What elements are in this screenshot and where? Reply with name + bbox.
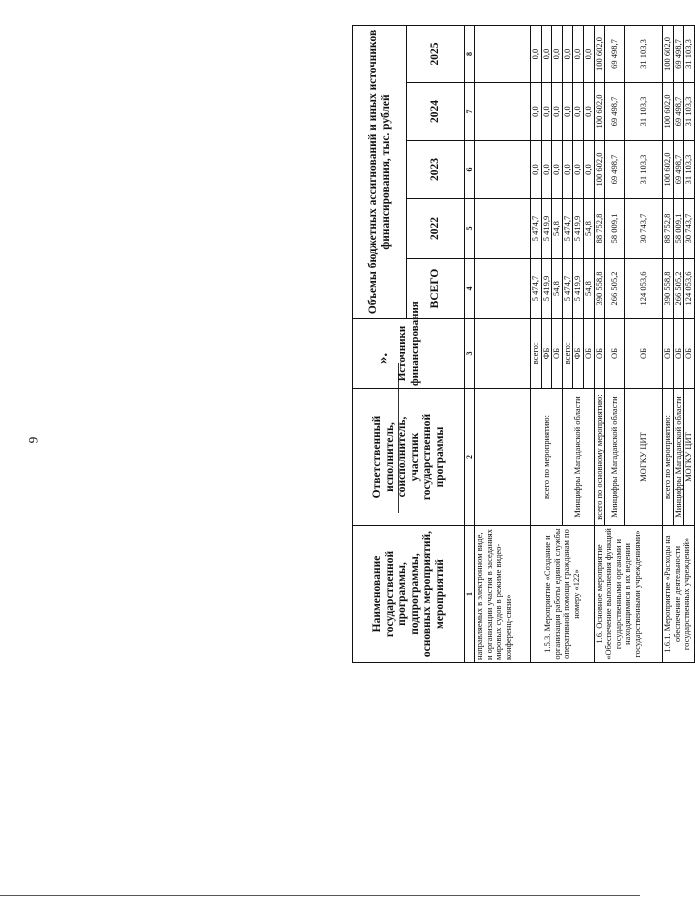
value-cell: 31 103,3 — [625, 141, 663, 199]
column-number: 6 — [465, 141, 475, 199]
value-cell: 0,0 — [573, 83, 584, 141]
value-cell: 0,0 — [531, 141, 542, 199]
value-cell: 5 474,7 — [562, 199, 573, 259]
value-cell: 54,8 — [552, 199, 563, 259]
value-cell: 88 752,8 — [594, 199, 605, 259]
value-cell: 0,0 — [562, 25, 573, 82]
header-name: Наименование государственной программы, подпрограммы, основных мероприятий, мероприятий — [353, 526, 465, 663]
source-cell: ОБ — [673, 319, 684, 389]
value-cell: 124 053,6 — [684, 259, 695, 319]
rotated-table-container — [352, 26, 694, 663]
empty-cell — [475, 25, 531, 82]
value-cell: 0,0 — [583, 141, 594, 199]
row-name: 1.6.1. Мероприятие «Расходы на обеспечение деятельности государственных учреждений» — [663, 526, 695, 663]
row-name: направляемых в электронном виде, и организации участия в заседаниях мировых судов в режиме видео-конференц-связи» — [475, 526, 531, 663]
value-cell: 100 602,0 — [663, 83, 674, 141]
value-cell: 5 419,9 — [541, 259, 552, 319]
header-year: 2023 — [407, 141, 465, 199]
value-cell: 5 419,9 — [573, 199, 584, 259]
value-cell: 100 602,0 — [594, 83, 605, 141]
value-cell: 69 498,7 — [673, 25, 684, 82]
empty-cell — [475, 319, 531, 389]
column-number: 2 — [465, 389, 475, 526]
value-cell: 266 505,2 — [673, 259, 684, 319]
value-cell: 266 505,2 — [605, 259, 625, 319]
header-responsible: Ответственный исполнитель, соисполнитель, участник государственной программы — [353, 389, 465, 526]
value-cell: 58 009,1 — [605, 199, 625, 259]
value-cell: 54,8 — [583, 259, 594, 319]
value-cell: 0,0 — [573, 141, 584, 199]
responsible-cell: МОГКУ ЦИТ — [684, 389, 695, 526]
source-cell: всего: — [562, 319, 573, 389]
responsible-cell: Минцифры Магаданской области — [605, 389, 625, 526]
source-cell: ОБ — [552, 319, 563, 389]
column-number: 1 — [465, 526, 475, 663]
value-cell: 390 558,8 — [663, 259, 674, 319]
source-cell: ОБ — [594, 319, 605, 389]
value-cell: 0,0 — [552, 25, 563, 82]
value-cell: 0,0 — [531, 83, 542, 141]
value-cell: 5 419,9 — [573, 259, 584, 319]
value-cell: 31 103,3 — [684, 83, 695, 141]
column-number: 8 — [465, 25, 475, 82]
closing-quote: ». — [375, 352, 392, 365]
header-year: 2025 — [407, 25, 465, 82]
value-cell: 5 419,9 — [541, 199, 552, 259]
value-cell: 69 498,7 — [605, 25, 625, 82]
empty-cell — [475, 141, 531, 199]
value-cell: 30 743,7 — [684, 199, 695, 259]
value-cell: 88 752,8 — [663, 199, 674, 259]
value-cell: 31 103,3 — [625, 25, 663, 82]
value-cell: 54,8 — [583, 199, 594, 259]
source-cell: ФБ — [573, 319, 584, 389]
financing-table — [352, 25, 695, 663]
responsible-cell: всего по мероприятию: — [663, 389, 674, 526]
empty-cell — [475, 83, 531, 141]
column-number: 7 — [465, 83, 475, 141]
responsible-cell: всего по мероприятию: — [531, 389, 563, 526]
value-cell: 0,0 — [531, 25, 542, 82]
value-cell: 69 498,7 — [673, 141, 684, 199]
column-number: 3 — [465, 319, 475, 389]
page-number: 9 — [25, 436, 41, 444]
row-name: 1.6. Основное мероприятие «Обеспечение выполнения функций государственными органами и находящимися в их ведении государственными учреждениями» — [594, 526, 663, 663]
header-total: ВСЕГО — [407, 259, 465, 319]
responsible-cell: всего по основному мероприятию: — [594, 389, 605, 526]
value-cell: 0,0 — [541, 83, 552, 141]
table-row — [475, 25, 531, 662]
value-cell: 100 602,0 — [663, 141, 674, 199]
source-cell: ОБ — [605, 319, 625, 389]
value-cell: 100 602,0 — [594, 141, 605, 199]
value-cell: 31 103,3 — [684, 141, 695, 199]
value-cell: 124 053,6 — [625, 259, 663, 319]
value-cell: 69 498,7 — [605, 141, 625, 199]
responsible-cell: Минцифры Магаданской области — [562, 389, 594, 526]
value-cell: 5 474,7 — [531, 259, 542, 319]
empty-cell — [475, 199, 531, 259]
value-cell: 0,0 — [552, 141, 563, 199]
table-row — [663, 25, 674, 662]
header-source: Источники финансирования — [353, 319, 465, 389]
value-cell: 100 602,0 — [594, 25, 605, 82]
value-cell: 69 498,7 — [605, 83, 625, 141]
header-volume: Объемы бюджетных ассигнований и иных источников финансирования, тыс. рублей — [353, 25, 407, 318]
source-cell: всего: — [531, 319, 542, 389]
value-cell: 0,0 — [573, 25, 584, 82]
responsible-cell: МОГКУ ЦИТ — [625, 389, 663, 526]
source-cell: ОБ — [663, 319, 674, 389]
column-number: 4 — [465, 259, 475, 319]
table-row — [594, 25, 605, 662]
value-cell: 5 474,7 — [531, 199, 542, 259]
source-cell: ОБ — [684, 319, 695, 389]
value-cell: 31 103,3 — [625, 83, 663, 141]
source-cell: ФБ — [541, 319, 552, 389]
value-cell: 30 743,7 — [625, 199, 663, 259]
value-cell: 69 498,7 — [673, 83, 684, 141]
value-cell: 31 103,3 — [684, 25, 695, 82]
row-name: 1.5.3. Мероприятие «Создание и организация работы единой службы оперативной помощи гражданам по номеру «122» — [531, 526, 595, 663]
value-cell: 100 602,0 — [663, 25, 674, 82]
column-number: 5 — [465, 199, 475, 259]
value-cell: 390 558,8 — [594, 259, 605, 319]
empty-cell — [475, 389, 531, 526]
value-cell: 54,8 — [552, 259, 563, 319]
value-cell: 5 474,7 — [562, 259, 573, 319]
responsible-cell: Минцифры Магаданской области — [673, 389, 684, 526]
table-row — [531, 25, 542, 662]
value-cell: 0,0 — [583, 83, 594, 141]
value-cell: 0,0 — [562, 83, 573, 141]
header-year: 2022 — [407, 199, 465, 259]
source-cell: ОБ — [583, 319, 594, 389]
value-cell: 0,0 — [562, 141, 573, 199]
value-cell: 0,0 — [583, 25, 594, 82]
value-cell: 0,0 — [541, 141, 552, 199]
value-cell: 0,0 — [552, 83, 563, 141]
bottom-rule — [0, 895, 640, 896]
header-year: 2024 — [407, 83, 465, 141]
value-cell: 0,0 — [541, 25, 552, 82]
source-cell: ОБ — [625, 319, 663, 389]
value-cell: 58 009,1 — [673, 199, 684, 259]
empty-cell — [475, 259, 531, 319]
